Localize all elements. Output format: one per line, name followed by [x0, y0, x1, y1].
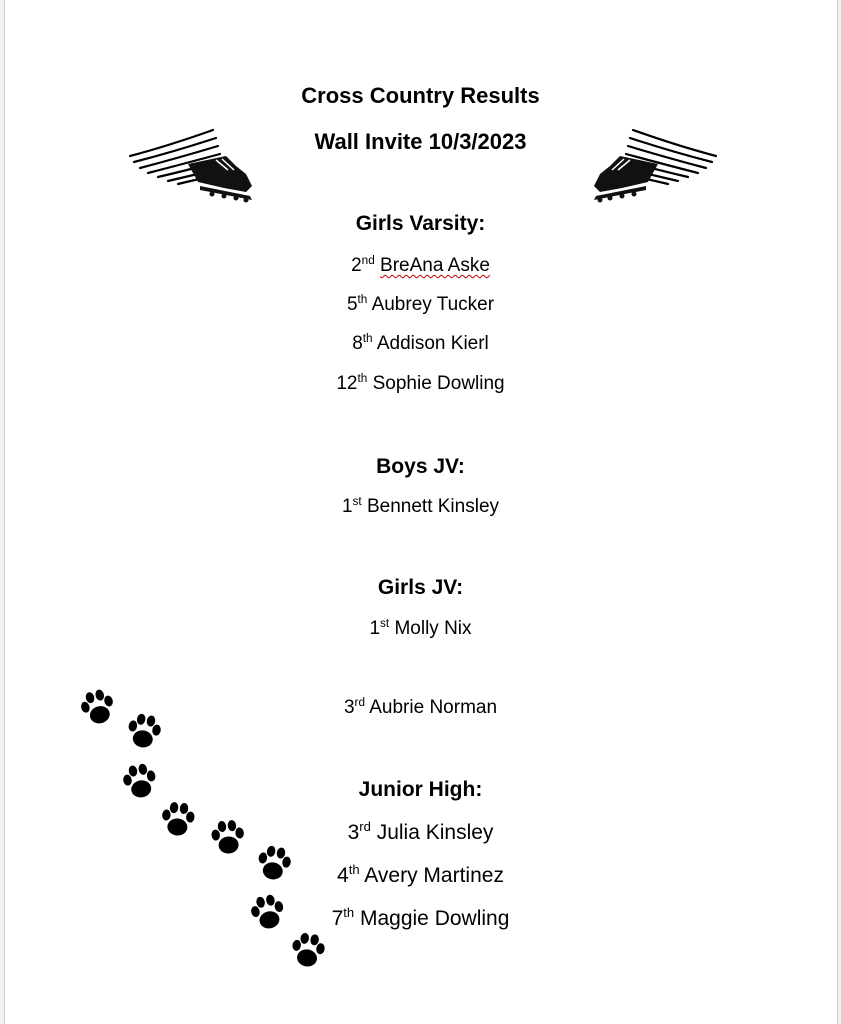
winged-shoe-icon [588, 126, 718, 206]
paw-print-icon [120, 762, 160, 802]
athlete-name: Julia Kinsley [376, 821, 494, 844]
place-number: 7 [331, 907, 344, 930]
place-suffix: th [343, 905, 355, 921]
athlete-name: Avery Martinez [364, 864, 504, 887]
place-number: 8 [352, 333, 363, 354]
section-heading-girls-jv: Girls JV: [377, 576, 464, 599]
winged-shoe-icon [128, 126, 258, 206]
place-suffix: th [357, 292, 368, 306]
athlete-name: BreAna Aske [380, 255, 490, 276]
place-suffix: st [380, 616, 390, 630]
result-entry [0, 819, 841, 844]
place-suffix: nd [361, 253, 375, 267]
athlete-name: Molly Nix [394, 618, 472, 639]
place-suffix: th [348, 862, 360, 878]
document-title: Cross Country Results [301, 83, 540, 108]
athlete-name: Bennett Kinsley [366, 496, 500, 517]
place-suffix: st [352, 494, 362, 508]
section-heading-girls-varsity: Girls Varsity: [355, 212, 486, 235]
result-entry [0, 862, 841, 887]
paw-print-icon [288, 931, 328, 971]
paw-print-icon [78, 688, 118, 728]
athlete-name: Aubrie Norman [369, 697, 498, 718]
place-suffix: th [357, 371, 368, 385]
result-entry [0, 331, 841, 354]
athlete-name: Sophie Dowling [372, 373, 505, 394]
place-number: 2 [351, 255, 362, 276]
athlete-name: Aubrey Tucker [371, 294, 495, 315]
section-heading-junior-high: Junior High: [358, 778, 483, 801]
place-suffix: th [362, 331, 373, 345]
athlete-name: Maggie Dowling [359, 907, 510, 930]
paw-print-icon [208, 818, 248, 858]
place-suffix: rd [354, 695, 366, 709]
place-number: 12 [336, 373, 358, 394]
result-entry [0, 371, 841, 394]
place-number: 3 [347, 821, 360, 844]
result-entry [0, 905, 841, 930]
place-number: 3 [343, 697, 355, 718]
paw-print-icon [158, 800, 198, 840]
paw-print-icon [124, 712, 164, 752]
document-subtitle: Wall Invite 10/3/2023 [314, 129, 527, 154]
paw-print-icon [248, 893, 288, 933]
result-entry [0, 494, 841, 517]
result-entry [0, 253, 841, 276]
place-number: 4 [337, 864, 349, 887]
place-number: 1 [369, 618, 381, 639]
place-number: 1 [341, 496, 353, 517]
section-heading-boys-jv: Boys JV: [376, 455, 465, 478]
paw-print-icon [254, 844, 294, 884]
place-number: 5 [346, 294, 358, 315]
place-suffix: rd [359, 819, 371, 835]
result-entry [0, 616, 841, 639]
athlete-name: Addison Kierl [376, 333, 489, 354]
result-entry [0, 292, 841, 315]
